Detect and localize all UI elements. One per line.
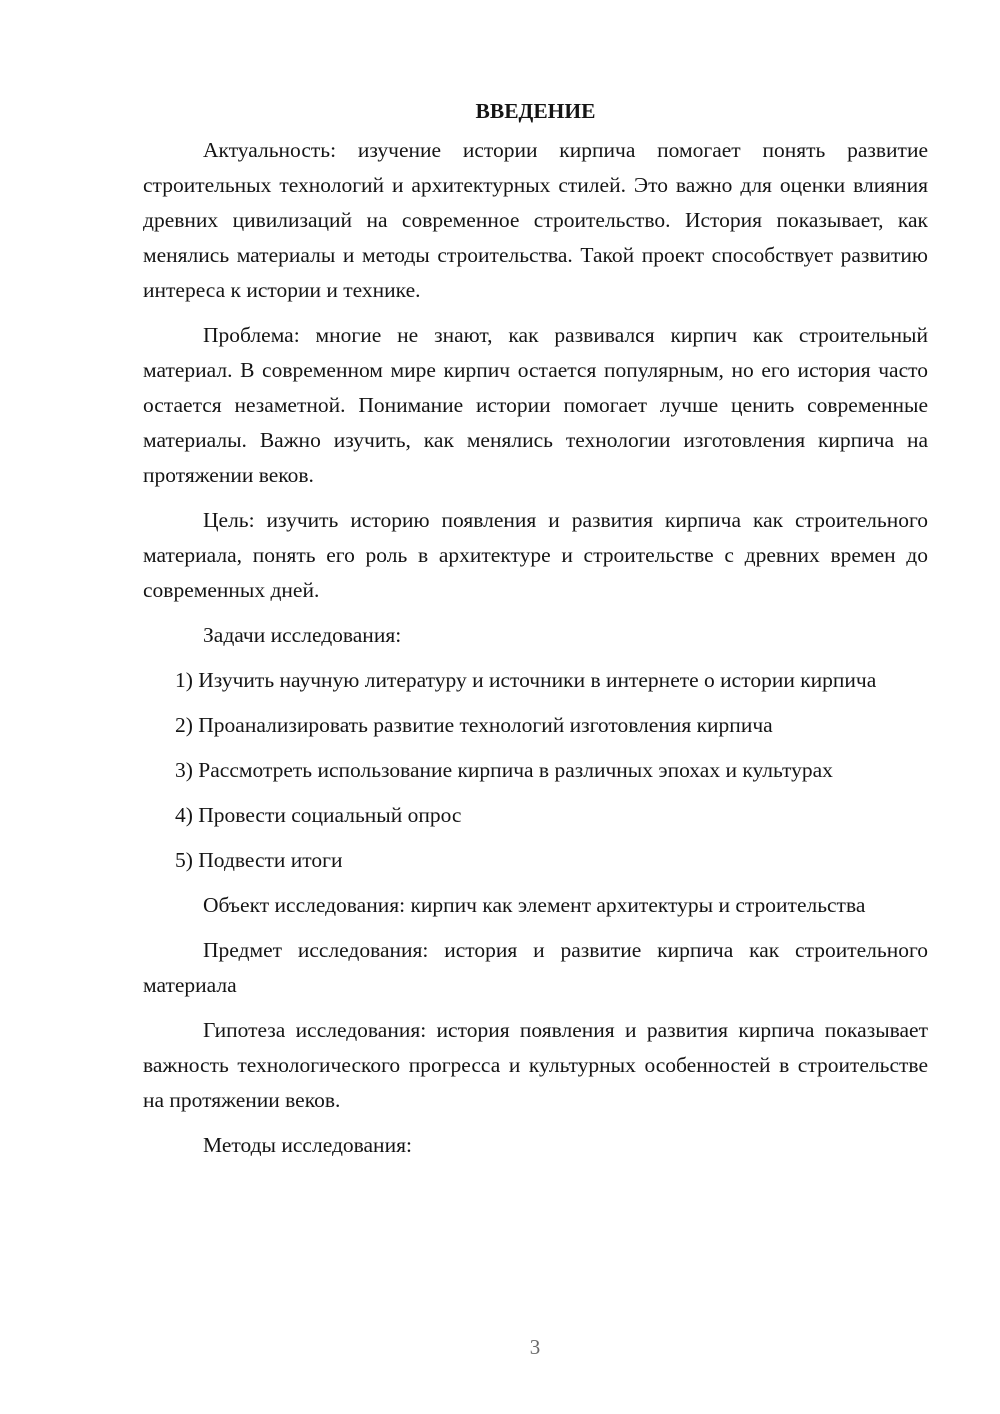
object-paragraph: Объект исследования: кирпич как элемент архитектуры и строительства <box>203 893 866 917</box>
page-number: 3 <box>529 1335 541 1359</box>
task-item-3: 3) Рассмотреть использование кирпича в различных эпохах и культурах <box>175 758 833 782</box>
page-content <box>143 96 928 1173</box>
problem-paragraph: Проблема: многие не знают, как развивался кирпич как строительный материал. В современном мире кирпич остается популярным, но его история часто остается незаметной. Понимание истории помогает лучше ценить современные материалы. Важно изучить, как менялись технологии изготовления кирпича на протяжении веков. <box>143 323 928 487</box>
task-item-5: 5) Подвести итоги <box>175 848 343 872</box>
task-item-1: 1) Изучить научную литературу и источники в интернете о истории кирпича <box>175 668 877 692</box>
subject-paragraph: Предмет исследования: история и развитие кирпича как строительного материала <box>143 938 928 997</box>
methods-paragraph: Методы исследования: <box>203 1133 412 1157</box>
tasks-heading-paragraph: Задачи исследования: <box>203 623 402 647</box>
task-item-4: 4) Провести социальный опрос <box>175 803 462 827</box>
goal-paragraph: Цель: изучить историю появления и развития кирпича как строительного материала, понять его роль в архитектуре и строительстве с древних времен до современных дней. <box>143 508 928 602</box>
hypothesis-paragraph: Гипотеза исследования: история появления и развития кирпича показывает важность технологического прогресса и культурных особенностей в строительстве на протяжении веков. <box>143 1018 928 1112</box>
task-item-2: 2) Проанализировать развитие технологий изготовления кирпича <box>175 713 773 737</box>
relevance-paragraph: Актуальность: изучение истории кирпича помогает понять развитие строительных технологий и архитектурных стилей. Это важно для оценки влияния древних цивилизаций на современное строительство. История показывает, как менялись материалы и методы строительства. Такой проект способствует развитию интереса к истории и технике. <box>143 138 928 302</box>
section-heading: ВВЕДЕНИЕ <box>475 99 596 123</box>
